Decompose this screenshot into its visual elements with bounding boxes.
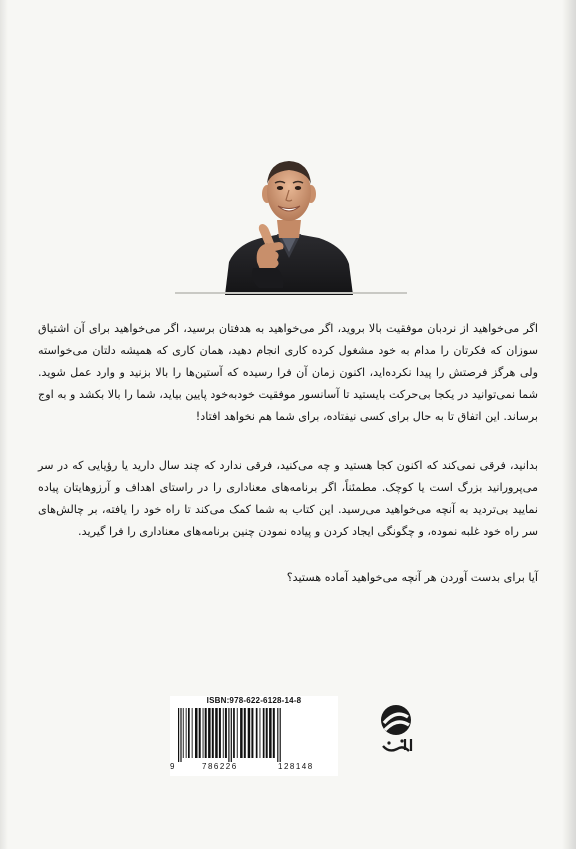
blurb-question: آیا برای بدست آوردن هر آنچه می‌خواهید آماده هستید؟ bbox=[286, 571, 538, 584]
barcode-bar bbox=[231, 708, 232, 762]
cover-left-edge bbox=[0, 0, 8, 849]
barcode-bar bbox=[263, 708, 265, 758]
barcode-bar bbox=[188, 708, 190, 758]
barcode-bar bbox=[280, 708, 281, 762]
barcode-bar bbox=[178, 708, 179, 762]
barcode-bar bbox=[186, 708, 187, 758]
barcode-bar bbox=[251, 708, 253, 758]
barcode-bar bbox=[205, 708, 207, 758]
barcode-bar bbox=[195, 708, 198, 758]
barcode-bar bbox=[240, 708, 243, 758]
barcode-digits-right-group: 128148 bbox=[278, 762, 314, 771]
barcode-digit-lead: 9 bbox=[170, 762, 175, 771]
barcode-bar bbox=[233, 708, 235, 758]
barcode-bar bbox=[215, 708, 218, 758]
barcode-bar bbox=[269, 708, 272, 758]
isbn-label: ISBN:978-622-6128-14-8 bbox=[206, 696, 302, 705]
barcode-bar bbox=[228, 708, 229, 762]
barcode-bar bbox=[180, 708, 181, 762]
barcode-bar bbox=[192, 708, 193, 758]
barcode-bar bbox=[260, 708, 261, 758]
barcode-bar bbox=[219, 708, 221, 758]
publisher-logo bbox=[375, 703, 417, 761]
barcode-bar bbox=[273, 708, 275, 758]
barcode-bar bbox=[248, 708, 251, 758]
barcode-bar bbox=[199, 708, 201, 758]
barcode-bar bbox=[208, 708, 211, 758]
barcode-bar bbox=[212, 708, 214, 758]
barcode-digits-left-group: 786226 bbox=[202, 762, 238, 771]
barcode-bar bbox=[203, 708, 204, 758]
barcode-bar bbox=[183, 708, 184, 758]
barcode-bar bbox=[244, 708, 246, 758]
barcode-bar bbox=[223, 708, 224, 758]
barcode-bar bbox=[266, 708, 268, 758]
barcode-bars bbox=[176, 708, 332, 762]
author-portrait-image bbox=[219, 150, 359, 295]
blurb-paragraph-2: بدانید، فرقی نمی‌کند که اکنون کجا هستید و چه می‌کنید، فرقی ندارد که چند سال دارید یا رؤیایی که در سر می‌پرورانید بزرگ است یا کوچک. مطمئناً، اگر برنامه‌های معناداری را در راستای اهداف و آرزوهایتان پیاده نمایید بی‌تردید به آنچه می‌خواهید می‌رسید. این کتاب به شما کمک می‌کند تا راه خود را یافته، بر چالش‌های سر راه خود غلبه نموده، و چگونگی ایجاد کردن و پیاده نمودن چنین برنامه‌های معناداری را فرا گیرید. bbox=[38, 459, 538, 538]
photo-baseline-divider bbox=[175, 292, 407, 294]
barcode-bar bbox=[277, 708, 278, 762]
isbn-barcode bbox=[170, 696, 338, 776]
barcode-bar bbox=[225, 708, 227, 758]
cover-right-edge bbox=[562, 0, 576, 849]
barcode-bar bbox=[256, 708, 258, 758]
barcode-bar bbox=[237, 708, 238, 758]
blurb-paragraph-1: اگر می‌خواهید از نردبان موفقیت بالا بروید، اگر می‌خواهید به هدفتان برسید، اگر می‌خواهید برای آن اشتیاق سوزان که فکرتان را مدام به خود مشغول کرده کاری انجام دهید، همان کاری که همیشه دلتان می‌خواسته ولی هرگز فرصتش را پیدا نکرده‌اید، اکنون زمان آن فرا رسیده که آستین‌ها را بالا بزنید و وارد عمل شوید. شما نمی‌توانید در یکجا بی‌حرکت بایستید تا آسانسور موفقیت خودبه‌خود پایین بیاید، شما را بالا بکشد و به اوج برساند. این اتفاق تا به حال برای کسی نیفتاده، برای شما هم نخواهد افتاد! bbox=[38, 322, 538, 423]
